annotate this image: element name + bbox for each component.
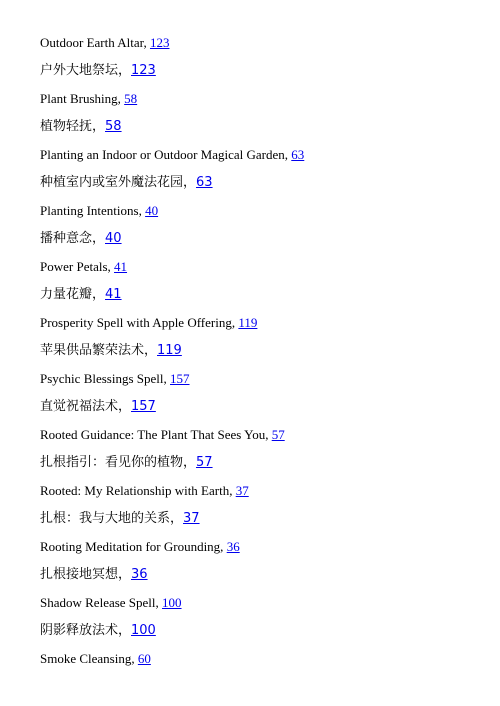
page-link[interactable]: 100 bbox=[162, 595, 182, 610]
page-link[interactable]: 63 bbox=[291, 147, 305, 162]
entry-title: Planting an Indoor or Outdoor Magical Garden, bbox=[40, 147, 292, 162]
entry-title: 苹果供品繁荣法术， bbox=[40, 343, 158, 358]
entry-title: Shadow Release Spell, bbox=[40, 595, 163, 610]
index-entry bbox=[40, 480, 480, 508]
page-link[interactable]: 157 bbox=[131, 399, 156, 414]
page-link[interactable]: 40 bbox=[105, 231, 122, 246]
page-link[interactable]: 37 bbox=[183, 511, 200, 526]
index-entry bbox=[40, 88, 480, 116]
page-link[interactable]: 58 bbox=[105, 119, 122, 134]
page-link[interactable]: 100 bbox=[131, 623, 156, 638]
index-entry bbox=[40, 340, 480, 368]
page-link[interactable]: 119 bbox=[238, 315, 258, 330]
page-link[interactable]: 119 bbox=[157, 343, 182, 358]
index-entry bbox=[40, 396, 480, 424]
index-entry bbox=[40, 312, 480, 340]
entry-title: Rooted: My Relationship with Earth, bbox=[40, 483, 236, 498]
entry-title: 植物轻抚， bbox=[40, 119, 106, 134]
page-link[interactable]: 60 bbox=[137, 651, 151, 666]
index-entry bbox=[40, 32, 480, 60]
page-link[interactable]: 58 bbox=[124, 91, 138, 106]
page-link[interactable]: 40 bbox=[145, 203, 159, 218]
page-link[interactable]: 36 bbox=[226, 539, 240, 554]
index-entry bbox=[40, 284, 480, 312]
index-entry bbox=[40, 536, 480, 564]
page-link[interactable]: 157 bbox=[170, 371, 190, 386]
index-entry bbox=[40, 116, 480, 144]
entry-title: 扎根指引：看见你的植物， bbox=[40, 455, 197, 470]
page-link[interactable]: 36 bbox=[131, 567, 148, 582]
entry-title: 直觉祝福法术， bbox=[40, 399, 132, 414]
index-entry bbox=[40, 592, 480, 620]
entry-title: Rooted Guidance: The Plant That Sees You, bbox=[40, 427, 272, 442]
index-entry bbox=[40, 452, 480, 480]
index-entry bbox=[40, 564, 480, 592]
entry-title: 种植室内或室外魔法花园， bbox=[40, 175, 197, 190]
page-link[interactable]: 57 bbox=[196, 455, 213, 470]
entry-title: Planting Intentions, bbox=[40, 203, 146, 218]
entry-title: 阴影释放法术， bbox=[40, 623, 132, 638]
entry-title: 扎根：我与大地的关系， bbox=[40, 511, 184, 526]
page-link[interactable]: 41 bbox=[114, 259, 128, 274]
entry-title: Outdoor Earth Altar, bbox=[40, 35, 150, 50]
entry-title: 力量花瓣， bbox=[40, 287, 106, 302]
page-link[interactable]: 123 bbox=[131, 63, 156, 78]
index-entry bbox=[40, 620, 480, 648]
entry-title: 播种意念， bbox=[40, 231, 106, 246]
index-entry bbox=[40, 508, 480, 536]
index-entry bbox=[40, 172, 480, 200]
page-link[interactable]: 63 bbox=[196, 175, 213, 190]
page-link[interactable]: 123 bbox=[149, 35, 170, 50]
page-link[interactable]: 57 bbox=[271, 427, 285, 442]
index-entry bbox=[40, 424, 480, 452]
index-entry bbox=[40, 200, 480, 228]
entry-title: 户外大地祭坛， bbox=[40, 63, 132, 78]
page-link[interactable]: 41 bbox=[105, 287, 122, 302]
index-entry bbox=[40, 368, 480, 396]
entry-title: Power Petals, bbox=[40, 259, 115, 274]
entry-title: 扎根接地冥想， bbox=[40, 567, 132, 582]
entry-title: Rooting Meditation for Grounding, bbox=[40, 539, 227, 554]
entry-title: Psychic Blessings Spell, bbox=[40, 371, 171, 386]
index-entry bbox=[40, 144, 480, 172]
index-entry bbox=[40, 228, 480, 256]
entry-title: Smoke Cleansing, bbox=[40, 651, 138, 666]
page-link[interactable]: 37 bbox=[235, 483, 249, 498]
entry-title: Prosperity Spell with Apple Offering, bbox=[40, 315, 239, 330]
index-entry bbox=[40, 60, 480, 88]
entry-title: Plant Brushing, bbox=[40, 91, 125, 106]
index-entry bbox=[40, 648, 480, 676]
index-list bbox=[40, 32, 480, 676]
index-entry bbox=[40, 256, 480, 284]
